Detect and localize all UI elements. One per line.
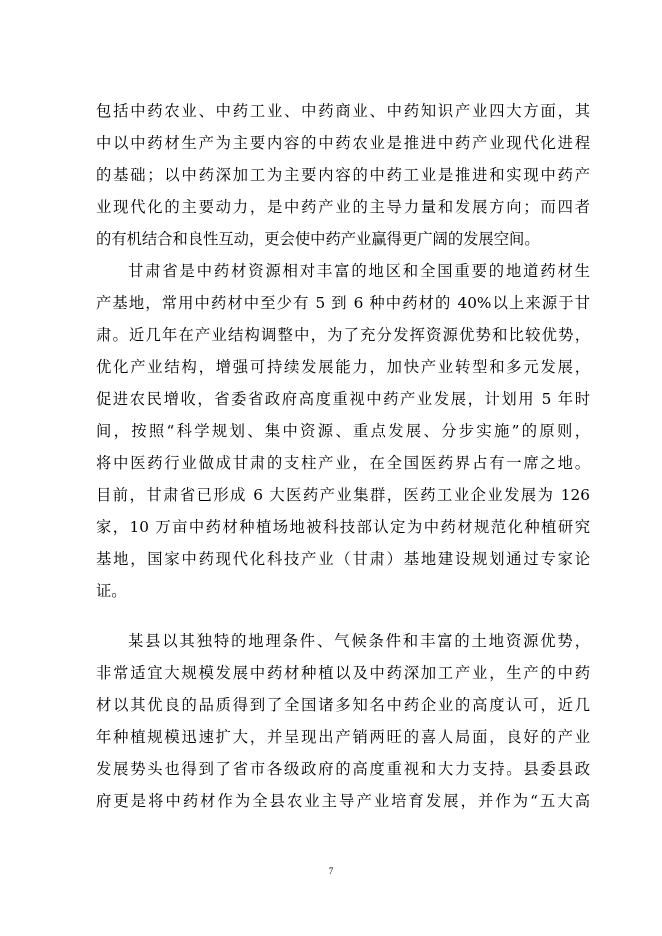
page-number: 7	[328, 866, 334, 876]
text-line: 证。	[96, 582, 127, 600]
text-line: 中以中药材生产为主要内容的中药农业是推进中药产业现代化进程	[96, 134, 590, 152]
text-line: 将中医药行业做成甘肃的支柱产业，在全国医药界占有一席之地。	[96, 454, 590, 472]
text-line: 非常适宜大规模发展中药材种植以及中药深加工产业，生产的中药	[96, 664, 590, 682]
text-line: 业现代化的主要动力，是中药产业的主导力量和发展方向；而四者	[96, 198, 590, 216]
text-line: 某县以其独特的地理条件、气候条件和丰富的土地资源优势，	[128, 632, 590, 650]
text-line: 年种植规模迅速扩大，并呈现出产销两旺的喜人局面，良好的产业	[96, 728, 590, 746]
text-line: 目前，甘肃省已形成 6 大医药产业集群，医药工业企业发展为 126	[96, 486, 590, 504]
text-line: 基地，国家中药现代化科技产业（甘肃）基地建设规划通过专家论	[96, 550, 590, 568]
text-line: 发展势头也得到了省市各级政府的高度重视和大力支持。县委县政	[96, 760, 590, 778]
text-line: 材以其优良的品质得到了全国诸多知名中药企业的高度认可，近几	[96, 696, 590, 714]
text-line: 包括中药农业、中药工业、中药商业、中药知识产业四大方面，其	[96, 102, 590, 120]
text-line: 的基础；以中药深加工为主要内容的中药工业是推进和实现中药产	[96, 166, 590, 184]
text-line: 府更是将中药材作为全县农业主导产业培育发展，并作为“五大高	[96, 792, 590, 810]
text-line: 的有机结合和良性互动，更会使中药产业赢得更广阔的发展空间。	[96, 230, 540, 248]
text-line: 家，10 万亩中药材种植场地被科技部认定为中药材规范化种植研究	[96, 518, 590, 536]
text-line: 产基地，常用中药材中至少有 5 到 6 种中药材的 40%以上来源于甘	[96, 294, 590, 312]
text-line: 间，按照“科学规划、集中资源、重点发展、分步实施”的原则，	[96, 422, 590, 440]
text-line: 肃。近几年在产业结构调整中，为了充分发挥资源优势和比较优势，	[96, 326, 590, 344]
text-line: 甘肃省是中药材资源相对丰富的地区和全国重要的地道药材生	[128, 262, 590, 280]
text-line: 促进农民增收，省委省政府高度重视中药产业发展，计划用 5 年时	[96, 390, 590, 408]
text-line: 优化产业结构，增强可持续发展能力，加快产业转型和多元发展，	[96, 358, 590, 376]
